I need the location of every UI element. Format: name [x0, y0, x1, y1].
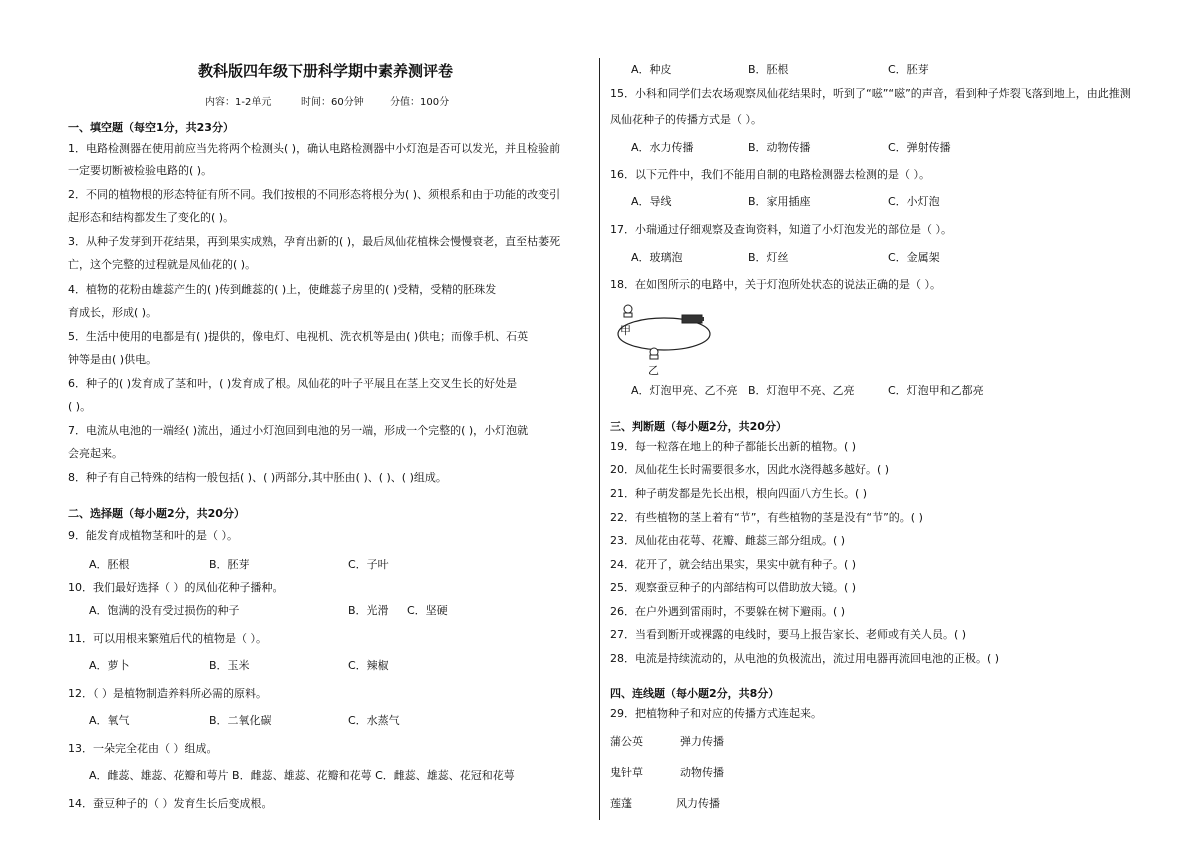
q11-option-c: C．辣椒 [348, 659, 389, 672]
match-method[interactable]: 动物传播 [680, 766, 724, 779]
q14-option-a: A．种皮 [631, 63, 672, 76]
judge-line: 27．当看到断开或裸露的电线时，要马上报告家长、老师或有关人员。( ) [610, 628, 967, 641]
section-judge-heading: 三、判断题（每小题2分，共20分） [610, 420, 787, 433]
match-method[interactable]: 风力传播 [676, 797, 720, 810]
fill-line: 亡，这个完整的过程就是凤仙花的( )。 [68, 258, 257, 271]
judge-line: 20．凤仙花生长时需要很多水，因此水浇得越多越好。( ) [610, 463, 890, 476]
question-12: 12．（ ）是植物制造养料所必需的原料。 [68, 687, 267, 700]
question-13: 13．一朵完全花由（ ）组成。 [68, 742, 218, 755]
column-divider [599, 58, 600, 820]
q9-option-a: A．胚根 [89, 558, 130, 571]
fill-line: 2．不同的植物根的形态特征有所不同。我们按根的不同形态将根分为( )、须根系和由于功能的改变引 [68, 188, 561, 201]
q10-option-a: A．饱满的没有受过损伤的种子 [89, 604, 240, 617]
q12-option-c: C．水蒸气 [348, 714, 400, 727]
label-jia: 甲 [620, 324, 631, 337]
fill-line: 起形态和结构都发生了变化的( )。 [68, 211, 235, 224]
judge-line: 19．每一粒落在地上的种子都能长出新的植物。( ) [610, 440, 857, 453]
match-seed[interactable]: 鬼针草 [610, 766, 643, 779]
fill-line: 4．植物的花粉由雄蕊产生的( )传到雌蕊的( )上，使雌蕊子房里的( )受精，受精的胚珠发 [68, 283, 497, 296]
judge-line: 23．凤仙花由花萼、花瓣、雌蕊三部分组成。( ) [610, 534, 846, 547]
circuit-diagram [612, 300, 722, 378]
q14-option-b: B．胚根 [748, 63, 789, 76]
fill-line: 一定要切断被检验电路的( )。 [68, 164, 213, 177]
question-29: 29．把植物种子和对应的传播方式连起来。 [610, 707, 822, 720]
q9-option-b: B．胚芽 [209, 558, 250, 571]
match-seed[interactable]: 蒲公英 [610, 735, 643, 748]
label-yi: 乙 [648, 364, 659, 377]
question-18: 18．在如图所示的电路中，关于灯泡所处状态的说法正确的是（ ）。 [610, 278, 941, 291]
fill-line: ( )。 [68, 400, 92, 413]
fill-line: 6．种子的( )发育成了茎和叶，( )发育成了根。凤仙花的叶子平展且在茎上交叉生长的好处是 [68, 377, 518, 390]
judge-line: 24．花开了，就会结出果实，果实中就有种子。( ) [610, 558, 857, 571]
q11-option-a: A．萝卜 [89, 659, 130, 672]
q17-option-c: C．金属架 [888, 251, 940, 264]
question-15: 15．小科和同学们去农场观察凤仙花结果时，听到了“嗞”“嗞”的声音，看到种子炸裂飞落到地上，由此推测 [610, 87, 1131, 100]
question-10: 10．我们最好选择（ ）的凤仙花种子播种。 [68, 581, 284, 594]
q18-option-a: A．灯泡甲亮、乙不亮 [631, 384, 738, 397]
q10-option-b: B．光滑 [348, 604, 389, 617]
info-content: 内容：1-2单元 [205, 97, 272, 108]
fill-line: 8．种子有自己特殊的结构一般包括( )、( )两部分,其中胚由( )、( )、( )组成。 [68, 471, 447, 484]
info-time: 时间：60分钟 [301, 97, 364, 108]
battery-icon [682, 315, 704, 323]
fill-line: 1．电路检测器在使用前应当先将两个检测头( )，确认电路检测器中小灯泡是否可以发光，并且检验前 [68, 142, 561, 155]
match-method[interactable]: 弹力传播 [680, 735, 724, 748]
question-11: 11．可以用根来繁殖后代的植物是（ ）。 [68, 632, 267, 645]
fill-line: 钟等是由( )供电。 [68, 353, 158, 366]
q12-option-a: A．氧气 [89, 714, 130, 727]
fill-line: 7．电流从电池的一端经( )流出，通过小灯泡回到电池的另一端，形成一个完整的( )，小灯泡就 [68, 424, 529, 437]
q17-option-b: B．灯丝 [748, 251, 789, 264]
bulb-jia-icon [624, 305, 632, 317]
judge-line: 21．种子萌发都是先长出根，根向四面八方生长。( ) [610, 487, 868, 500]
q18-option-c: C．灯泡甲和乙都亮 [888, 384, 984, 397]
fill-line: 育成长，形成( )。 [68, 306, 158, 319]
question-16: 16．以下元件中，我们不能用自制的电路检测器去检测的是（ ）。 [610, 168, 930, 181]
q12-option-b: B．二氧化碳 [209, 714, 272, 727]
judge-line: 28．电流是持续流动的，从电池的负极流出，流过用电器再流回电池的正极。( ) [610, 652, 1000, 665]
question-15-cont: 凤仙花种子的传播方式是（ ）。 [610, 113, 762, 126]
judge-line: 25．观察蚕豆种子的内部结构可以借助放大镜。( ) [610, 581, 857, 594]
judge-line: 22．有些植物的茎上着有“节”，有些植物的茎是没有“节”的。( ) [610, 511, 923, 524]
question-14: 14．蚕豆种子的（ ）发育生长后变成根。 [68, 797, 273, 810]
section-fill-heading: 一、填空题（每空1分，共23分） [68, 121, 234, 134]
fill-line: 会亮起来。 [68, 447, 123, 460]
q16-option-a: A．导线 [631, 195, 672, 208]
q9-option-c: C．子叶 [348, 558, 389, 571]
section-match-heading: 四、连线题（每小题2分，共8分） [610, 687, 780, 700]
section-choice-heading: 二、选择题（每小题2分，共20分） [68, 507, 245, 520]
q16-option-b: B．家用插座 [748, 195, 811, 208]
fill-line: 3．从种子发芽到开花结果，再到果实成熟，孕育出新的( )，最后凤仙花植株会慢慢衰老，直至枯萎死 [68, 235, 561, 248]
q16-option-c: C．小灯泡 [888, 195, 940, 208]
bulb-yi-icon [650, 348, 658, 359]
match-seed[interactable]: 莲蓬 [610, 797, 632, 810]
question-17: 17．小瑞通过仔细观察及查询资料，知道了小灯泡发光的部位是（ ）。 [610, 223, 952, 236]
fill-line: 5．生活中使用的电都是有( )提供的，像电灯、电视机、洗衣机等是由( )供电；而像手机、石英 [68, 330, 529, 343]
q15-option-c: C．弹射传播 [888, 141, 951, 154]
info-score: 分值：100分 [390, 97, 450, 108]
question-9: 9．能发育成植物茎和叶的是（ ）。 [68, 529, 238, 542]
q11-option-b: B．玉米 [209, 659, 250, 672]
q10-option-c: C．坚硬 [407, 604, 448, 617]
q18-option-b: B．灯泡甲不亮、乙亮 [748, 384, 855, 397]
q13-options: A．雌蕊、雄蕊、花瓣和萼片 B．雌蕊、雄蕊、花瓣和花萼 C．雌蕊、雄蕊、花冠和花萼 [89, 769, 515, 782]
q14-option-c: C．胚芽 [888, 63, 929, 76]
q15-option-b: B．动物传播 [748, 141, 811, 154]
page-title: 教科版四年级下册科学期中素养测评卷 [198, 62, 454, 80]
q15-option-a: A．水力传播 [631, 141, 694, 154]
judge-line: 26．在户外遇到雷雨时，不要躲在树下避雨。( ) [610, 605, 846, 618]
q17-option-a: A．玻璃泡 [631, 251, 683, 264]
